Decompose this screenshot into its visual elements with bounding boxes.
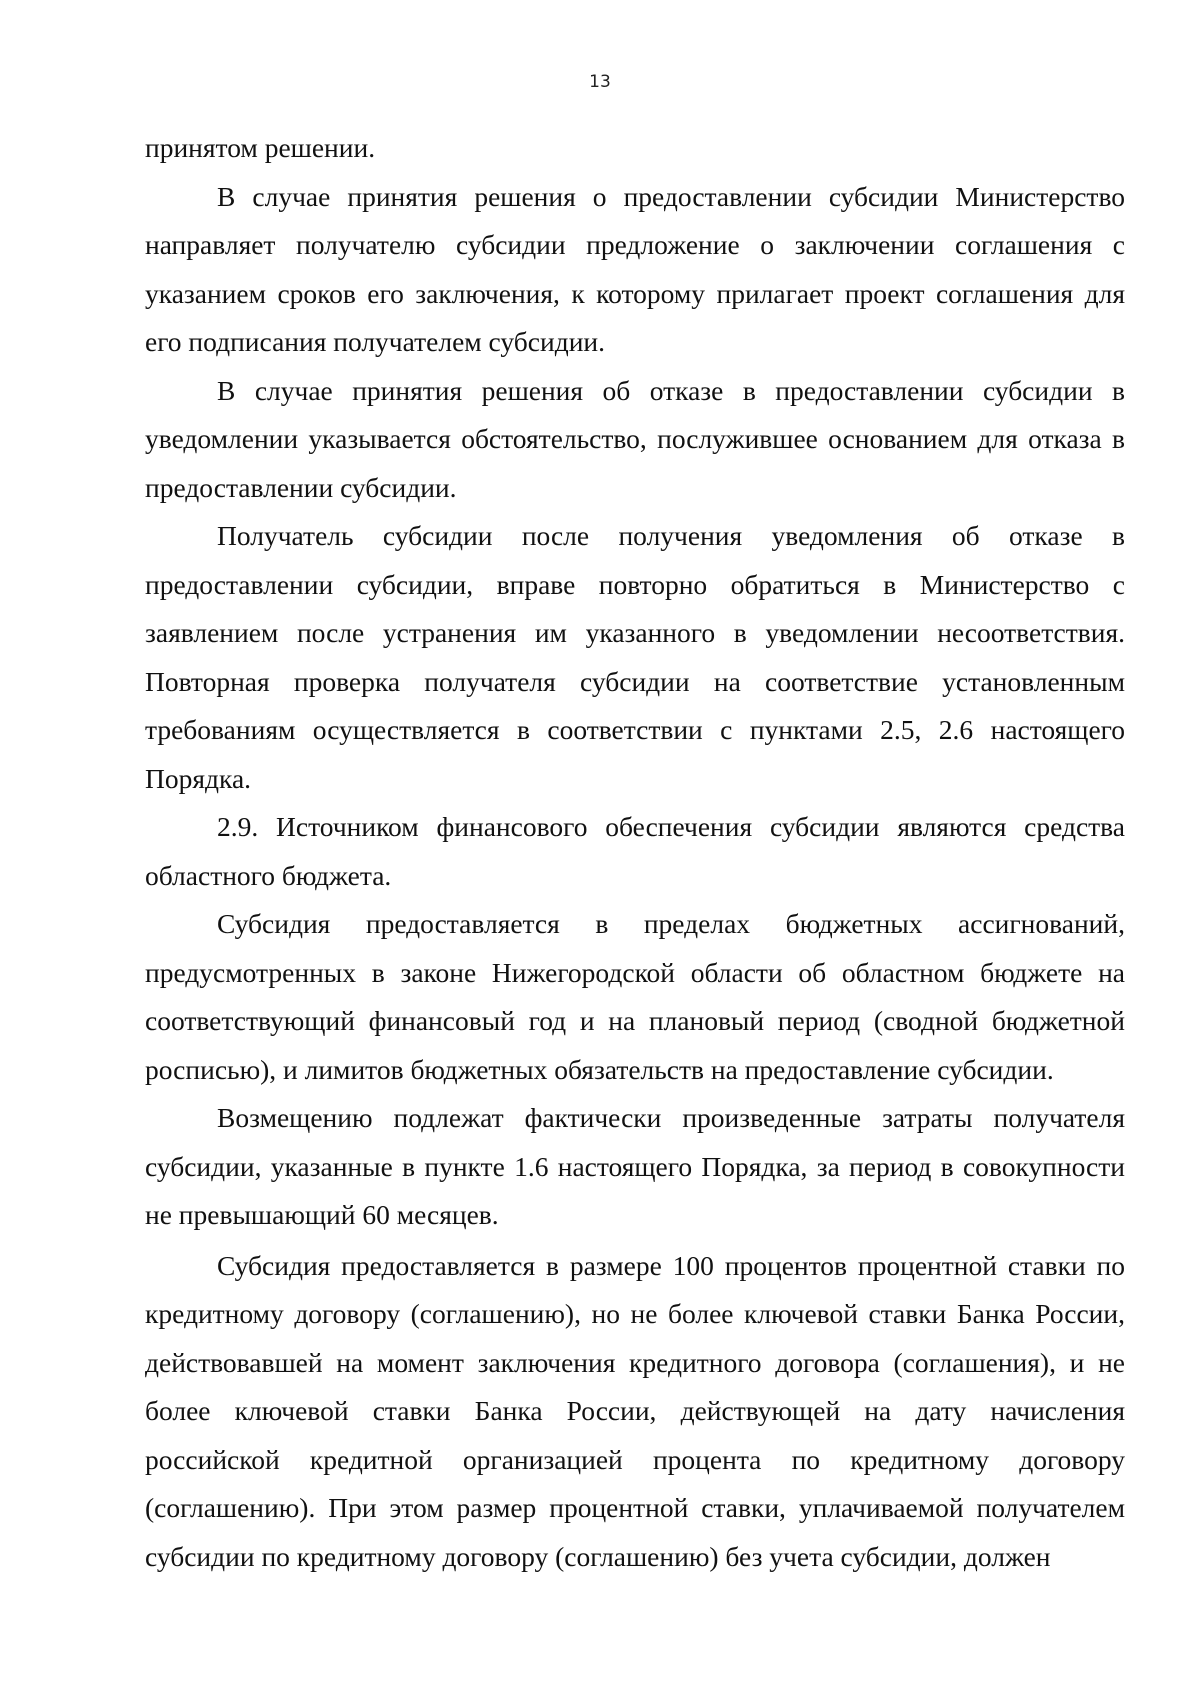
paragraph-subsidy-size: Субсидия предоставляется в размере 100 процентов процентной ставки по кредитному договору (соглашению), но не более ключевой ставки Банка России, действовавшей на момент заключения кредитного договора (соглашения), и не более ключевой ставки Банка России, действующей на дату начисления российской кредитной организацией процента по кредитному договору (соглашению). При этом размер процентной ставки, уплачиваемой получателем субсидии по кредитному договору (соглашению) без учета субсидии, должен <box>145 1249 1125 1572</box>
paragraph-repeat-application: Получатель субсидии после получения уведомления об отказе в предоставлении субсидии, вправе повторно обратиться в Министерство с заявлением после устранения им указанного в уведомлении несоответствия. Повторная проверка получателя субсидии на соответствие установленным требованиям осуществляется в соответствии с пунктами 2.5, 2.6 настоящего Порядка. <box>145 520 1125 794</box>
page-number: 13 <box>589 72 611 92</box>
paragraph-decision-refusal: В случае принятия решения об отказе в предоставлении субсидии в уведомлении указывается обстоятельство, послужившее основанием для отказа в предоставлении субсидии. <box>145 374 1125 503</box>
paragraph-2-9-funding-source: 2.9. Источником финансового обеспечения субсидии являются средства областного бюджета. <box>145 811 1125 891</box>
paragraph-reimbursement: Возмещению подлежат фактически произведенные затраты получателя субсидии, указанные в пункте 1.6 настоящего Порядка, за период в совокупности не превышающий 60 месяцев. <box>145 1102 1125 1230</box>
paragraph-budget-limits: Субсидия предоставляется в пределах бюджетных ассигнований, предусмотренных в законе Нижегородской области об областном бюджете на соответствующий финансовый год и на плановый период (сводной бюджетной росписью), и лимитов бюджетных обязательств на предоставление субсидии. <box>145 908 1125 1085</box>
paragraph-decision-grant: В случае принятия решения о предоставлении субсидии Министерство направляет получателю субсидии предложение о заключении соглашения с указанием сроков его заключения, к которому прилагает проект соглашения для его подписания получателем субсидии. <box>145 180 1125 357</box>
paragraph-continuation: принятом решении. <box>145 132 376 163</box>
document-body <box>145 124 1125 1581</box>
